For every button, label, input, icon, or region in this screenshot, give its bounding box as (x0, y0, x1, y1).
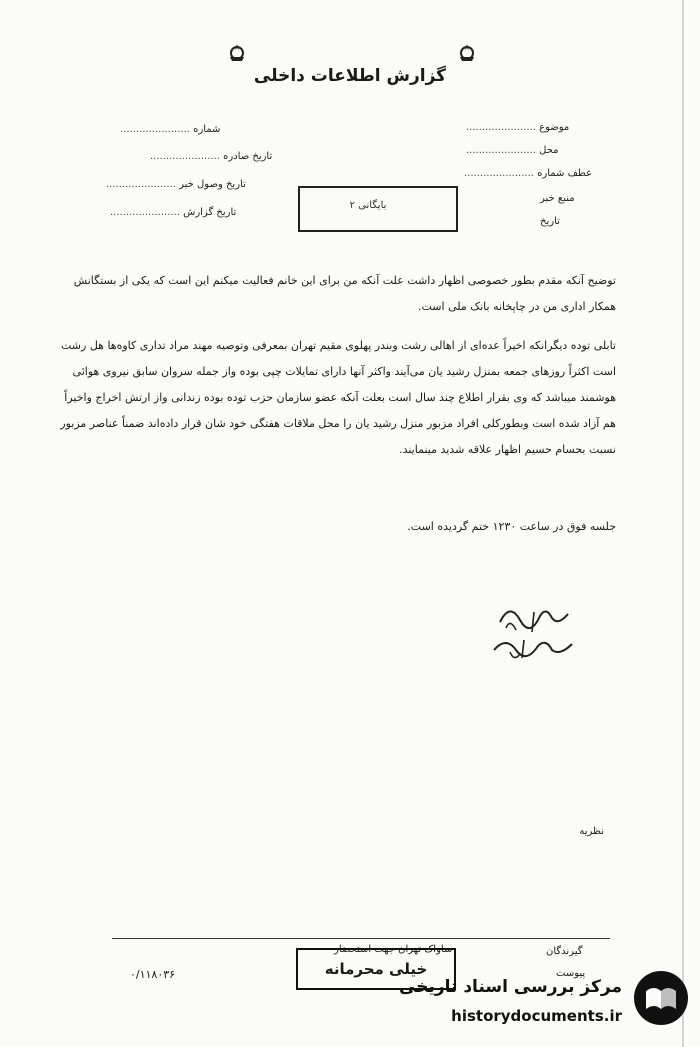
source-label: منبع خبر (540, 193, 575, 204)
date-received-field (106, 179, 246, 190)
number-label: شماره (193, 124, 221, 135)
watermark-org-name: مرکز بررسی اسناد تاریخی (399, 977, 622, 997)
notes-label: نظریه (579, 826, 604, 837)
report-date-field (110, 207, 236, 218)
date-source-label: تاریخ صادره (223, 151, 273, 162)
watermark-url: historydocuments.ir (451, 1007, 622, 1025)
subject-dots: ...................... (466, 122, 536, 133)
date-source-field (150, 151, 272, 162)
place-field (466, 145, 559, 156)
number-field (120, 124, 220, 135)
recipients-value: ساواک تهران جهت استحضار (334, 944, 453, 955)
document-number: ۰/۱۱۸۰۳۶ (130, 968, 176, 981)
body-paragraph-1: توضیح آنکه مقدم بطور خصوصی اظهار داشت علت آنکه من برای این خانم فعالیت میکنم این است که یکی از بستگانش همکار اداری من در چاپخانه بانک ملی است. (73, 274, 616, 313)
number-dots: ...................... (120, 124, 190, 135)
body-paragraph-3: جلسه فوق در ساعت ۱۲۳۰ ختم گردیده است. (407, 520, 616, 533)
date-field (540, 216, 560, 227)
footer-divider (112, 938, 610, 939)
archive-stamp-text: بایگانی ۲ (349, 200, 387, 211)
emblem-icon (456, 42, 478, 64)
date-received-dots: ...................... (106, 179, 176, 190)
subject-field (466, 122, 569, 133)
subject-label: موضوع (539, 122, 570, 133)
body-paragraph-2: تابلی توده دیگرانکه اخیراً عده‌ای از اهالی رشت وبندر پهلوی مقیم تهران بمعرفی وتوصیه مهند مراد تداری کاوه‌ها هل رشت است اکثراً روزهای جمعه بمنزل رشید یان می‌آیند واکثر آنها دارای تمایلات چپی بوده واز جمله سروان سابق نیروی هوائی هوشمند میباشد که وی بقرار اطلاع چند سال است بعلت آنکه عضو سازمان حزب توده بوده زندانی واز ارتش اخراج واخیراً هم آزاد شده است وبطورکلی افراد مزبور منزل رشید یان را محل ملاقات هفتگی خود شان قرار داده‌اند ضمناً عناصر مزبور نسبت بحسام حسیم اظهار علاقه شدید مینمایند. (60, 339, 616, 456)
reference-label: عطف شماره (537, 168, 593, 179)
page-edge (682, 0, 684, 1047)
watermark (399, 957, 700, 1047)
source-field (540, 193, 575, 204)
report-date-dots: ...................... (110, 207, 180, 218)
classification-stamp: خیلی محرمانه (296, 948, 456, 990)
report-title: گزارش اطلاعات داخلی (253, 66, 447, 86)
place-label: محل (539, 145, 559, 156)
signature (480, 592, 580, 672)
date-source-dots: ...................... (150, 151, 220, 162)
place-dots: ...................... (466, 145, 536, 156)
report-date-label: تاریخ گزارش (183, 207, 237, 218)
attachment-label: پیوست (556, 968, 586, 979)
archive-logo-icon (632, 969, 690, 1027)
emblem-icon (226, 42, 248, 64)
recipients-label: گیرندگان (546, 946, 583, 957)
reference-field (464, 168, 592, 179)
date-label: تاریخ (540, 216, 560, 227)
date-received-label: تاریخ وصول خبر (179, 179, 246, 190)
reference-dots: ...................... (464, 168, 534, 179)
